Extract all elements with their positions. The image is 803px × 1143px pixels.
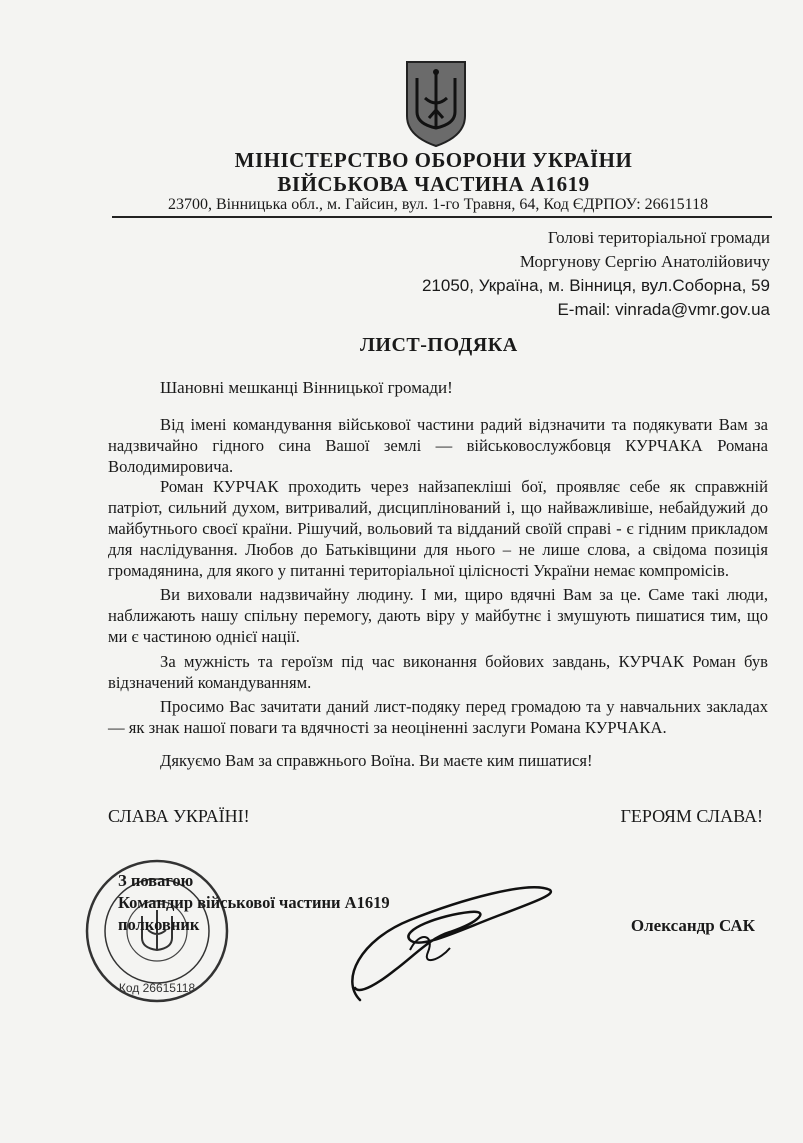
signature-position: Командир військової частини А1619 [118,893,390,912]
letter-title: ЛИСТ-ПОДЯКА [360,334,518,356]
ministry-title: МІНІСТЕРСТВО ОБОРОНИ УКРАЇНИ [234,148,633,172]
signatory-name: Олександр САК [630,916,755,935]
recipient-email: E-mail: vinrada@vmr.gov.ua [557,300,770,319]
trident-emblem-icon [403,58,469,148]
paragraph: Від імені командування військової частини радий відзначити та подякувати Вам за надзвичайно гідного сина Вашої землі — військовослужбовця КУРЧАКА Романа Володимировича. [108,415,768,476]
paragraph: Роман КУРЧАК проходить через найзапекліші бої, проявляє себе як справжній патріот, сильний духом, витривалий, дисциплінований і, що найважливіше, небайдужий до майбутнього своєї країни. Рішучий, вольовий та відданий своїй справі - є гідним прикладом для наслідування. Любов до Батьківщини для нього – не лише слова, а свідома позиція громадянина, для якого у питанні територіальної цілісності України немає компромісів. [108,477,768,580]
paragraph: За мужність та героїзм під час виконання бойових завдань, КУРЧАК Роман був відзначений командуванням. [108,651,768,692]
handwritten-signature-icon [300,860,560,1010]
sender-address: 23700, Вінницька обл., м. Гайсин, вул. 1-го Травня, 64, Код ЄДРПОУ: 26615118 [167,196,709,213]
signature-regards: З повагою [118,871,194,890]
paragraph: Дякуємо Вам за справжнього Воїна. Ви маєте ким пишатися! [160,750,593,770]
stamp-code: Код 26615118 [118,981,196,995]
greeting: Шановні мешканці Вінницької громади! [160,378,453,397]
recipient-position: Голові територіальної громади [547,228,770,247]
recipient-block [422,226,770,322]
paragraph: Ви виховали надзвичайну людину. І ми, щиро вдячні Вам за це. Саме такі люди, наближають нашу спільну перемогу, дають віру у майбутнє і змушують пишатися тим, що ми є частиною однієї нації. [108,585,768,646]
closing-right: ГЕРОЯМ СЛАВА! [620,806,763,826]
closing-left: СЛАВА УКРАЇНІ! [108,806,250,826]
signature-rank: полковник [118,915,200,934]
header-divider [112,216,772,218]
recipient-address: 21050, Україна, м. Вінниця, вул.Соборна, 59 [421,276,770,295]
recipient-name: Моргунову Сергію Анатолійовичу [519,252,770,271]
paragraph: Просимо Вас зачитати даний лист-подяку перед громадою та у навчальних закладах — як знак нашої поваги та вдячності за неоціненні заслуги Романа КУРЧАКА. [108,697,768,738]
letter-body [108,415,768,776]
unit-title: ВІЙСЬКОВА ЧАСТИНА А1619 [277,172,590,196]
